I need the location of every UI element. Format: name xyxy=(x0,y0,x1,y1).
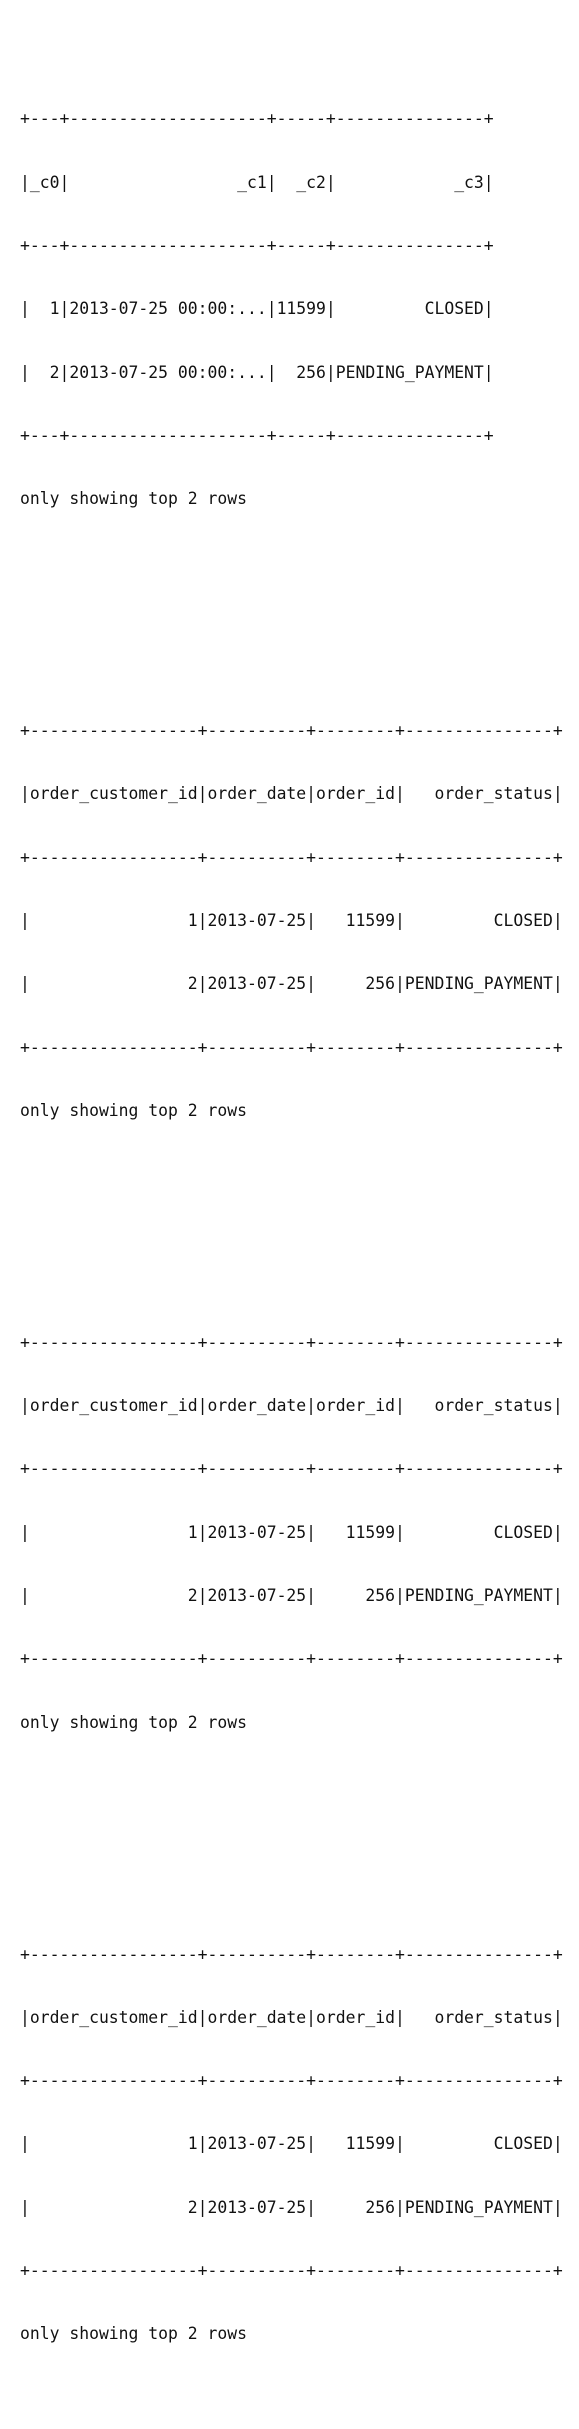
truncation-note: only showing top 2 rows xyxy=(20,2324,247,2344)
truncation-note: only showing top 2 rows xyxy=(20,1712,247,1732)
table-border-top: +---+--------------------+-----+---------------+ xyxy=(20,109,494,129)
table-header-divider: +-----------------+----------+--------+---------------+ xyxy=(20,1459,563,1479)
table-row: | 2|2013-07-25| 256|PENDING_PAYMENT| xyxy=(20,1586,563,1606)
block-spacer xyxy=(20,594,563,615)
truncation-note: only showing top 2 rows xyxy=(20,1100,247,1120)
table-header-row: |_c0| _c1| _c2| _c3| xyxy=(20,172,494,192)
table-border-bottom: +---+--------------------+-----+---------------+ xyxy=(20,425,494,445)
output-block-named-columns-2 xyxy=(20,1290,563,1775)
table-border-top: +-----------------+----------+--------+---------------+ xyxy=(20,1332,563,1352)
table-border-top: +-----------------+----------+--------+---------------+ xyxy=(20,721,563,741)
output-block-named-columns-3 xyxy=(20,1901,563,2386)
block-spacer xyxy=(20,1205,563,1226)
table-row: | 1|2013-07-25| 11599| CLOSED| xyxy=(20,911,563,931)
table-border-top: +-----------------+----------+--------+---------------+ xyxy=(20,1944,563,1964)
table-header-divider: +-----------------+----------+--------+---------------+ xyxy=(20,847,563,867)
table-border-bottom: +-----------------+----------+--------+---------------+ xyxy=(20,1649,563,1669)
table-header-row: |order_customer_id|order_date|order_id| order_status| xyxy=(20,1396,563,1416)
block-spacer xyxy=(20,1817,563,1838)
table-row: | 1|2013-07-25 00:00:...|11599| CLOSED| xyxy=(20,299,494,319)
table-row: | 2|2013-07-25| 256|PENDING_PAYMENT| xyxy=(20,2197,563,2217)
table-border-bottom: +-----------------+----------+--------+---------------+ xyxy=(20,2261,563,2281)
console-output xyxy=(20,3,563,2429)
output-block-raw-columns xyxy=(20,66,563,551)
table-row: | 1|2013-07-25| 11599| CLOSED| xyxy=(20,2134,563,2154)
table-header-divider: +---+--------------------+-----+---------------+ xyxy=(20,236,494,256)
table-row: | 2|2013-07-25| 256|PENDING_PAYMENT| xyxy=(20,974,563,994)
table-border-bottom: +-----------------+----------+--------+---------------+ xyxy=(20,1037,563,1057)
table-header-row: |order_customer_id|order_date|order_id| order_status| xyxy=(20,784,563,804)
table-row: | 1|2013-07-25| 11599| CLOSED| xyxy=(20,1522,563,1542)
table-header-row: |order_customer_id|order_date|order_id| order_status| xyxy=(20,2007,563,2027)
table-header-divider: +-----------------+----------+--------+---------------+ xyxy=(20,2071,563,2091)
output-block-named-columns-1 xyxy=(20,678,563,1163)
table-row: | 2|2013-07-25 00:00:...| 256|PENDING_PAYMENT| xyxy=(20,362,494,382)
truncation-note: only showing top 2 rows xyxy=(20,489,247,509)
